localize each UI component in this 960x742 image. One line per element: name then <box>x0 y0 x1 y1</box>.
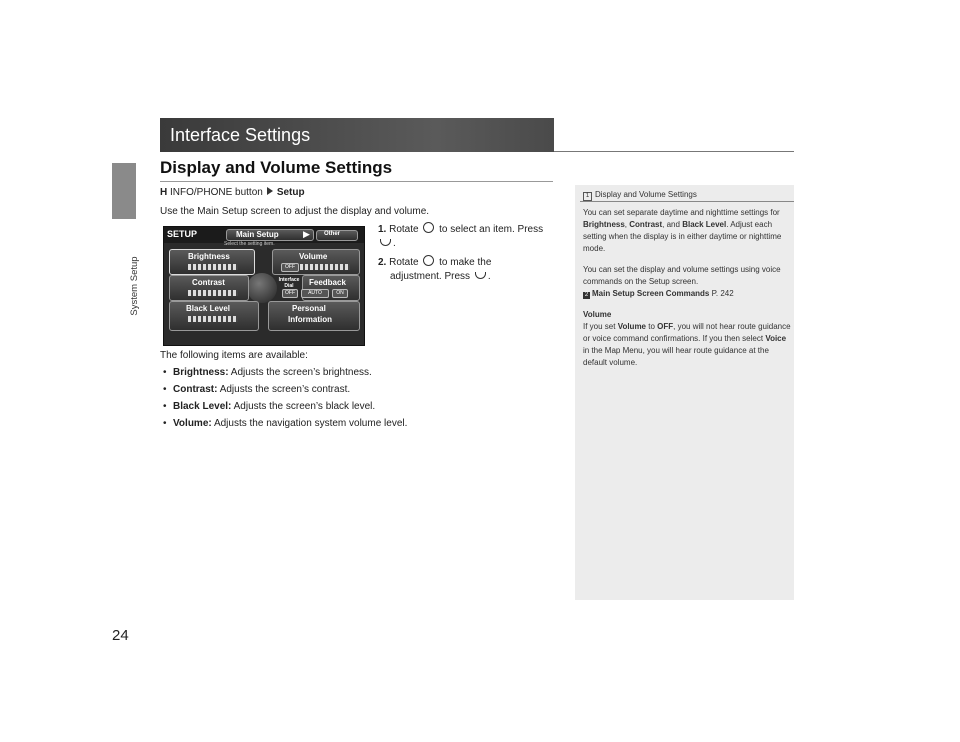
items-list <box>163 367 407 435</box>
page-number: 24 <box>112 627 129 644</box>
arrow-right-icon <box>267 187 273 195</box>
step-2: 2. Rotate to make the adjustment. Press . <box>378 257 492 282</box>
side-tab <box>112 163 136 219</box>
sidebar-paragraph: You can set the display and volume settings using voice commands on the Setup screen. 2 Main Setup Screen Commands P. 242 <box>583 265 781 298</box>
screen-next-icon: ▶ <box>303 229 310 239</box>
screen-other-label: Other <box>324 231 341 237</box>
dial-rotate-icon <box>423 255 434 266</box>
list-item: • Black Level: Adjusts the screen’s black level. <box>163 401 407 418</box>
screen-black-level-label: Black Level <box>186 304 231 313</box>
list-item: • Volume: Adjusts the navigation system volume level. <box>163 418 407 435</box>
path-dest: Setup <box>276 187 305 198</box>
note-icon: 1 <box>583 192 592 201</box>
sidebar-title: 1 Display and Volume Settings <box>583 190 697 201</box>
dial-rotate-icon <box>423 222 434 233</box>
sidebar-paragraph: Volume If you set Volume to OFF, you will not hear route guidance or voice command confirmations. If you then select Voice in the Map Menu, you will hear route guidance at the default volume. <box>583 310 791 367</box>
screen-brightness-bar <box>188 264 238 270</box>
steps-list <box>378 222 558 288</box>
sidebar-divider <box>580 201 794 202</box>
list-item: • Contrast: Adjusts the screen’s contrast. <box>163 384 407 401</box>
screen-subtitle: Select the setting item. <box>224 241 275 247</box>
side-tab-label: System Setup <box>129 256 140 316</box>
list-item: • Brightness: Adjusts the screen’s brightness. <box>163 367 407 384</box>
page-title: Interface Settings <box>170 125 311 145</box>
screen-volume-label: Volume <box>299 252 328 261</box>
side-tab-label-wrap <box>129 226 141 346</box>
setup-screen-image <box>163 226 365 346</box>
screen-volume-bar <box>300 264 350 270</box>
screen-feedback-label: Feedback <box>309 278 346 287</box>
screen-black-level-bar <box>188 316 238 322</box>
screen-information-label: Information <box>288 315 332 324</box>
reference-link[interactable]: Main Setup Screen Commands <box>592 289 710 298</box>
header-divider <box>554 151 794 152</box>
available-intro: The following items are available: <box>160 350 308 361</box>
screen-interface-dial: Interface Dial <box>278 277 300 289</box>
sidebar-paragraph: You can set separate daytime and nighttime settings for Brightness, Contrast, and Black Level. Adjust each setting when the display is in either daytime or nighttime mode. <box>583 208 782 253</box>
reference-icon: 2 <box>584 292 589 298</box>
screen-volume-off: OFF <box>281 263 299 272</box>
screen-feedback-auto: AUTO <box>301 289 329 298</box>
screen-feedback-off: OFF <box>282 289 298 298</box>
menu-path <box>160 187 305 198</box>
section-divider <box>160 181 553 182</box>
screen-feedback-on: ON <box>332 289 348 298</box>
screen-contrast-bar <box>188 290 238 296</box>
section-title: Display and Volume Settings <box>160 158 393 177</box>
screen-personal-label: Personal <box>292 304 326 313</box>
dial-press-icon <box>475 272 486 279</box>
screen-dial-icon <box>247 273 277 303</box>
screen-title: Main Setup <box>236 230 279 239</box>
sidebar-body <box>583 207 791 378</box>
screen-contrast-label: Contrast <box>192 278 225 287</box>
home-icon: H <box>160 187 168 198</box>
path-button: INFO/PHONE button <box>170 187 263 198</box>
intro-text: Use the Main Setup screen to adjust the display and volume. <box>160 206 430 217</box>
screen-corner-label: SETUP <box>167 229 198 239</box>
screen-brightness-label: Brightness <box>188 252 230 261</box>
dial-press-icon <box>380 239 391 246</box>
step-1: 1. Rotate to select an item. Press . <box>378 224 544 249</box>
